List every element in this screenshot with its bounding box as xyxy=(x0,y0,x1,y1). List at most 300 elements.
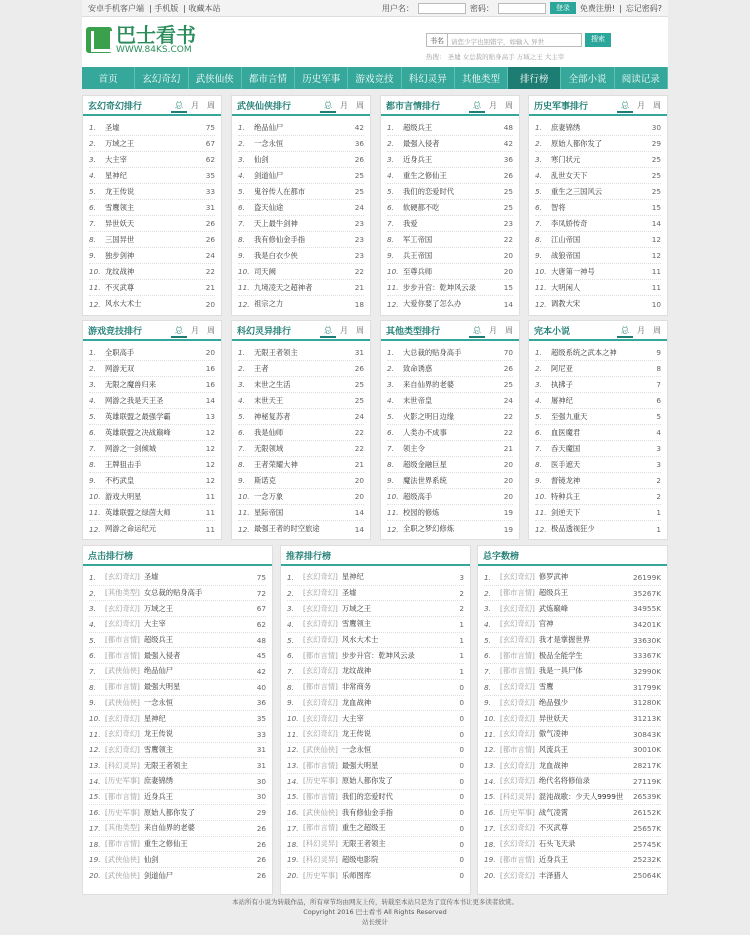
rank-row[interactable] xyxy=(89,152,215,168)
wide-rank-row[interactable] xyxy=(89,821,266,837)
book-title[interactable]: 一念永恒 xyxy=(254,138,284,148)
book-title[interactable]: 网游无双 xyxy=(105,363,135,373)
rank-row[interactable] xyxy=(387,120,513,136)
wide-rank-row[interactable] xyxy=(89,805,266,821)
book-title[interactable]: 天上最牛剑神 xyxy=(254,218,298,228)
book-title[interactable]: 超级兵王 xyxy=(538,588,569,598)
book-title[interactable]: 李凤娇传奇 xyxy=(551,218,588,228)
rank-row[interactable] xyxy=(535,232,661,248)
book-title[interactable]: 三国异世 xyxy=(105,234,135,244)
book-title[interactable]: 绝品仙尸 xyxy=(254,122,284,132)
book-title[interactable]: 寒门状元 xyxy=(551,154,581,164)
book-title[interactable]: 英雄联盟之最强学霸 xyxy=(105,411,171,421)
book-title[interactable]: 修罗武神 xyxy=(538,572,569,582)
wide-rank-row[interactable] xyxy=(89,758,266,774)
rank-row[interactable] xyxy=(238,216,364,232)
rank-row[interactable] xyxy=(387,264,513,280)
book-title[interactable]: 超级金融巨星 xyxy=(403,459,447,469)
nav-item[interactable]: 历史军事 xyxy=(295,67,348,89)
wide-rank-row[interactable] xyxy=(484,758,661,774)
book-title[interactable]: 星际帝国 xyxy=(254,507,284,517)
rank-row[interactable] xyxy=(238,345,364,361)
wide-rank-row[interactable] xyxy=(287,805,464,821)
rank-tab[interactable]: 月 xyxy=(489,326,497,335)
book-title[interactable]: 绝品强少 xyxy=(538,697,569,707)
wide-rank-row[interactable] xyxy=(287,633,464,649)
rank-row[interactable] xyxy=(238,248,364,264)
book-title[interactable]: 剑道仙尸 xyxy=(143,870,174,880)
rank-row[interactable] xyxy=(89,409,215,425)
book-title[interactable]: 大唐第一神号 xyxy=(551,266,595,276)
rank-tab[interactable]: 总 xyxy=(617,325,633,338)
rank-row[interactable] xyxy=(238,184,364,200)
book-title[interactable]: 超级兵王 xyxy=(143,635,174,645)
book-title[interactable]: 龙血战神 xyxy=(341,697,372,707)
rank-row[interactable] xyxy=(89,473,215,489)
book-title[interactable]: 龙王传说 xyxy=(105,186,135,196)
wide-rank-row[interactable] xyxy=(484,696,661,712)
nav-item[interactable]: 其他类型 xyxy=(455,67,508,89)
book-title[interactable]: 龙王传说 xyxy=(143,729,174,739)
book-title[interactable]: 我是白衣少侠 xyxy=(254,250,298,260)
rank-row[interactable] xyxy=(535,184,661,200)
book-title[interactable]: 龙纹战神 xyxy=(341,666,372,676)
book-title[interactable]: 剑逆天下 xyxy=(551,507,581,517)
rank-row[interactable] xyxy=(535,377,661,393)
book-title[interactable]: 最强大明星 xyxy=(143,682,181,692)
book-title[interactable]: 网游之一剑倾城 xyxy=(105,443,157,453)
wide-rank-row[interactable] xyxy=(287,696,464,712)
rank-tab[interactable]: 周 xyxy=(207,326,215,335)
book-title[interactable]: 王者荣耀大神 xyxy=(254,459,298,469)
book-title[interactable]: 阿尼亚 xyxy=(551,363,573,373)
rank-row[interactable] xyxy=(535,505,661,521)
book-title[interactable]: 超级系统之武本之神 xyxy=(551,347,617,357)
search-type-select[interactable]: 书名 xyxy=(426,33,448,47)
book-title[interactable]: 司天阙 xyxy=(254,266,276,276)
wide-rank-row[interactable] xyxy=(89,727,266,743)
book-title[interactable]: 不灭武尊 xyxy=(538,823,569,833)
wide-rank-row[interactable] xyxy=(89,774,266,790)
rank-tab[interactable]: 周 xyxy=(356,101,364,110)
rank-row[interactable] xyxy=(238,393,364,409)
rank-row[interactable] xyxy=(238,296,364,312)
rank-row[interactable] xyxy=(387,489,513,505)
rank-row[interactable] xyxy=(89,441,215,457)
search-input[interactable]: 请您少字也别错字，如输入 异世 xyxy=(448,33,582,47)
book-title[interactable]: 绝代名将修仙录 xyxy=(538,776,590,786)
wide-rank-row[interactable] xyxy=(89,868,266,884)
book-title[interactable]: 我们的恋爱时代 xyxy=(403,186,455,196)
book-title[interactable]: 不灭武尊 xyxy=(105,282,135,292)
book-title[interactable]: 大总裁的贴身高手 xyxy=(403,347,462,357)
book-title[interactable]: 医手遮天 xyxy=(551,459,581,469)
book-title[interactable]: 大爱你要了怎么办 xyxy=(403,299,462,308)
wide-rank-row[interactable] xyxy=(287,570,464,586)
book-title[interactable]: 我爱 xyxy=(403,218,418,228)
book-title[interactable]: 重生之修仙王 xyxy=(403,170,447,180)
wide-rank-row[interactable] xyxy=(287,743,464,759)
book-title[interactable]: 庶妻锦绣 xyxy=(551,122,581,132)
book-title[interactable]: 末世天王 xyxy=(254,395,284,405)
rank-row[interactable] xyxy=(387,216,513,232)
wide-rank-row[interactable] xyxy=(484,821,661,837)
wide-rank-row[interactable] xyxy=(484,664,661,680)
rank-tab[interactable]: 总 xyxy=(617,100,633,113)
book-title[interactable]: 乐师图库 xyxy=(341,870,372,880)
book-title[interactable]: 无限王者领主 xyxy=(341,839,386,849)
book-title[interactable]: 人类办不成事 xyxy=(403,427,447,437)
rank-tab[interactable]: 总 xyxy=(320,100,336,113)
book-title[interactable]: 庶妻锦绣 xyxy=(143,776,174,786)
rank-row[interactable] xyxy=(238,264,364,280)
book-title[interactable]: 我有修仙金手指 xyxy=(254,234,306,244)
book-title[interactable]: 步步升官：乾坤风云录 xyxy=(403,282,476,292)
wide-rank-row[interactable] xyxy=(89,633,266,649)
rank-tab[interactable]: 周 xyxy=(356,326,364,335)
username-input[interactable] xyxy=(418,3,466,14)
rank-row[interactable] xyxy=(535,200,661,216)
book-title[interactable]: 神秘复苏者 xyxy=(254,411,291,421)
book-title[interactable]: 我是仙师 xyxy=(254,427,284,437)
book-title[interactable]: 大主宰 xyxy=(341,713,364,723)
book-title[interactable]: 龙血战神 xyxy=(538,760,569,770)
rank-row[interactable] xyxy=(387,152,513,168)
book-title[interactable]: 近身兵王 xyxy=(538,854,569,864)
rank-tab[interactable]: 周 xyxy=(653,326,661,335)
book-title[interactable]: 非常商务 xyxy=(341,682,372,692)
wide-rank-row[interactable] xyxy=(89,837,266,853)
wide-rank-row[interactable] xyxy=(484,601,661,617)
wide-rank-row[interactable] xyxy=(484,633,661,649)
wide-rank-row[interactable] xyxy=(89,790,266,806)
book-title[interactable]: 女总裁的贴身高手 xyxy=(143,588,203,598)
book-title[interactable]: 网游之命运纪元 xyxy=(105,524,157,533)
book-title[interactable]: 绝品仙尸 xyxy=(143,666,174,676)
wide-rank-row[interactable] xyxy=(484,774,661,790)
rank-tab[interactable]: 周 xyxy=(653,101,661,110)
rank-tab[interactable]: 月 xyxy=(637,326,645,335)
book-title[interactable]: 万域之王 xyxy=(341,603,372,613)
rank-tab[interactable]: 总 xyxy=(171,100,187,113)
rank-row[interactable] xyxy=(535,473,661,489)
book-title[interactable]: 江山帝国 xyxy=(551,234,581,244)
book-title[interactable]: 魔法世界系统 xyxy=(403,475,447,485)
rank-row[interactable] xyxy=(535,425,661,441)
book-title[interactable]: 雪鹰领主 xyxy=(143,744,174,754)
rank-row[interactable] xyxy=(238,136,364,152)
book-title[interactable]: 原始人都你发了 xyxy=(551,138,603,148)
book-title[interactable]: 大明闲人 xyxy=(551,282,581,292)
book-title[interactable]: 龙纹战神 xyxy=(105,266,135,276)
book-title[interactable]: 重生之超级王 xyxy=(341,823,386,833)
rank-row[interactable] xyxy=(535,345,661,361)
rank-row[interactable] xyxy=(89,457,215,473)
book-title[interactable]: 一念永恒 xyxy=(341,744,372,754)
wide-rank-row[interactable] xyxy=(89,648,266,664)
rank-tab[interactable]: 月 xyxy=(489,101,497,110)
rank-row[interactable] xyxy=(535,136,661,152)
book-title[interactable]: 无限王者领主 xyxy=(254,347,298,357)
wide-rank-row[interactable] xyxy=(484,680,661,696)
book-title[interactable]: 英雄联盟之绿茵大师 xyxy=(105,507,171,517)
rank-row[interactable] xyxy=(89,232,215,248)
book-title[interactable]: 军工帝国 xyxy=(403,234,433,244)
book-title[interactable]: 雪鹰领主 xyxy=(341,619,372,629)
wide-rank-row[interactable] xyxy=(484,648,661,664)
book-title[interactable]: 星神纪 xyxy=(105,170,127,180)
rank-row[interactable] xyxy=(387,393,513,409)
book-title[interactable]: 独步剑神 xyxy=(105,250,135,260)
rank-row[interactable] xyxy=(387,361,513,377)
book-title[interactable]: 不朽武皇 xyxy=(105,475,135,485)
wide-rank-row[interactable] xyxy=(89,601,266,617)
rank-row[interactable] xyxy=(535,152,661,168)
nav-item[interactable]: 排行榜 xyxy=(508,67,561,89)
rank-tab[interactable]: 月 xyxy=(637,101,645,110)
book-title[interactable]: 一念永恒 xyxy=(143,697,174,707)
book-title[interactable]: 盗天仙途 xyxy=(254,202,284,212)
book-title[interactable]: 星神纪 xyxy=(341,572,364,582)
book-title[interactable]: 雪鹰 xyxy=(538,682,554,692)
wide-rank-row[interactable] xyxy=(287,868,464,884)
book-title[interactable]: 星神纪 xyxy=(143,713,166,723)
rank-row[interactable] xyxy=(387,441,513,457)
app-link[interactable]: 安卓手机客户端 xyxy=(88,3,144,13)
book-title[interactable]: 原始人都你发了 xyxy=(143,807,195,817)
book-title[interactable]: 无限领域 xyxy=(254,443,284,453)
mobile-link[interactable]: 手机版 xyxy=(154,3,179,13)
rank-row[interactable] xyxy=(387,457,513,473)
book-title[interactable]: 全职高手 xyxy=(105,347,135,357)
rank-row[interactable] xyxy=(89,425,215,441)
rank-row[interactable] xyxy=(535,361,661,377)
wide-rank-row[interactable] xyxy=(287,821,464,837)
rank-row[interactable] xyxy=(535,120,661,136)
rank-row[interactable] xyxy=(89,393,215,409)
book-title[interactable]: 步步升官：乾坤风云录 xyxy=(341,650,415,660)
rank-row[interactable] xyxy=(238,200,364,216)
book-title[interactable]: 领主令 xyxy=(403,443,425,453)
book-title[interactable]: 龙王传说 xyxy=(341,729,372,739)
book-title[interactable]: 我是一具尸体 xyxy=(538,666,583,676)
book-title[interactable]: 大主宰 xyxy=(143,619,166,629)
book-title[interactable]: 来自仙界的老婆 xyxy=(143,823,195,833)
wide-rank-row[interactable] xyxy=(484,586,661,602)
rank-tab[interactable]: 月 xyxy=(191,326,199,335)
book-title[interactable]: 无限之魔兽归来 xyxy=(105,379,157,389)
wide-rank-row[interactable] xyxy=(484,805,661,821)
book-title[interactable]: 近身兵王 xyxy=(143,791,174,801)
book-title[interactable]: 圣墟 xyxy=(341,588,357,598)
nav-item[interactable]: 都市言情 xyxy=(242,67,295,89)
book-title[interactable]: 九境凌天之超神者 xyxy=(254,282,313,292)
rank-row[interactable] xyxy=(238,377,364,393)
book-title[interactable]: 超级电影院 xyxy=(341,854,379,864)
book-title[interactable]: 风水大术士 xyxy=(105,299,142,308)
book-title[interactable]: 我有修仙金手指 xyxy=(341,807,393,817)
rank-row[interactable] xyxy=(238,489,364,505)
rank-row[interactable] xyxy=(238,425,364,441)
book-title[interactable]: 异世妖天 xyxy=(538,713,569,723)
book-title[interactable]: 混沌战歌：少天人9999世 xyxy=(538,791,624,801)
rank-row[interactable] xyxy=(238,280,364,296)
rank-row[interactable] xyxy=(535,489,661,505)
book-title[interactable]: 游戏大明星 xyxy=(105,491,142,501)
rank-row[interactable] xyxy=(535,280,661,296)
book-title[interactable]: 乱世女天下 xyxy=(551,170,588,180)
rank-row[interactable] xyxy=(535,409,661,425)
rank-row[interactable] xyxy=(387,232,513,248)
wide-rank-row[interactable] xyxy=(287,790,464,806)
book-title[interactable]: 最强大明星 xyxy=(341,760,379,770)
wide-rank-row[interactable] xyxy=(89,570,266,586)
forgot-link[interactable]: 忘记密码? xyxy=(625,3,662,13)
wide-rank-row[interactable] xyxy=(484,570,661,586)
wide-rank-row[interactable] xyxy=(287,586,464,602)
wide-rank-row[interactable] xyxy=(89,711,266,727)
rank-row[interactable] xyxy=(89,216,215,232)
wide-rank-row[interactable] xyxy=(484,617,661,633)
book-title[interactable]: 雪鹰领主 xyxy=(105,202,135,212)
rank-row[interactable] xyxy=(535,296,661,312)
book-title[interactable]: 血医魔君 xyxy=(551,427,581,437)
book-title[interactable]: 石头飞天录 xyxy=(538,839,576,849)
book-title[interactable]: 执拂子 xyxy=(551,379,573,389)
book-title[interactable]: 极品透视狂少 xyxy=(551,524,595,533)
rank-tab[interactable]: 总 xyxy=(171,325,187,338)
book-title[interactable]: 战狼帝国 xyxy=(551,250,581,260)
book-title[interactable]: 校园的修炼 xyxy=(403,507,440,517)
rank-tab[interactable]: 月 xyxy=(340,326,348,335)
nav-item[interactable]: 游戏竞技 xyxy=(348,67,401,89)
rank-row[interactable] xyxy=(238,409,364,425)
wide-rank-row[interactable] xyxy=(484,868,661,884)
rank-row[interactable] xyxy=(89,361,215,377)
rank-row[interactable] xyxy=(89,136,215,152)
book-title[interactable]: 战气凌霄 xyxy=(538,807,569,817)
nav-item[interactable]: 阅读记录 xyxy=(615,67,668,89)
book-title[interactable]: 风水大术士 xyxy=(341,635,379,645)
login-button[interactable]: 登录 xyxy=(550,2,576,14)
wide-rank-row[interactable] xyxy=(89,743,266,759)
nav-item[interactable]: 武侠仙侠 xyxy=(189,67,242,89)
book-title[interactable]: 仙剑 xyxy=(254,154,269,164)
rank-row[interactable] xyxy=(535,441,661,457)
book-title[interactable]: 圣墟 xyxy=(105,122,120,132)
register-link[interactable]: 免费注册! xyxy=(579,3,616,13)
rank-row[interactable] xyxy=(238,168,364,184)
rank-tab[interactable]: 总 xyxy=(320,325,336,338)
book-title[interactable]: 全职之梦幻修炼 xyxy=(403,524,455,533)
rank-row[interactable] xyxy=(89,248,215,264)
book-title[interactable]: 万域之王 xyxy=(143,603,174,613)
book-title[interactable]: 软硬都不吃 xyxy=(403,202,440,212)
rank-tab[interactable]: 月 xyxy=(340,101,348,110)
rank-row[interactable] xyxy=(238,441,364,457)
wide-rank-row[interactable] xyxy=(89,617,266,633)
book-title[interactable]: 官神 xyxy=(538,619,554,629)
rank-row[interactable] xyxy=(238,505,364,521)
rank-row[interactable] xyxy=(89,345,215,361)
footer-stats-link[interactable]: 站长统计 xyxy=(362,918,388,926)
nav-item[interactable]: 首页 xyxy=(82,67,135,89)
rank-row[interactable] xyxy=(387,248,513,264)
rank-row[interactable] xyxy=(535,457,661,473)
book-title[interactable]: 我们的恋爱时代 xyxy=(341,791,393,801)
book-title[interactable]: 吞天魔国 xyxy=(551,443,581,453)
rank-row[interactable] xyxy=(535,264,661,280)
book-title[interactable]: 至强九重天 xyxy=(551,411,588,421)
book-title[interactable]: 致命诱惑 xyxy=(403,363,433,373)
wide-rank-row[interactable] xyxy=(287,680,464,696)
rank-row[interactable] xyxy=(535,248,661,264)
rank-tab[interactable]: 月 xyxy=(191,101,199,110)
wide-rank-row[interactable] xyxy=(287,837,464,853)
book-title[interactable]: 万域之王 xyxy=(105,138,135,148)
book-title[interactable]: 督镜龙神 xyxy=(551,475,581,485)
bookmark-link[interactable]: 收藏本站 xyxy=(188,3,221,13)
rank-row[interactable] xyxy=(387,296,513,312)
book-title[interactable]: 英雄联盟之决战巅峰 xyxy=(105,427,171,437)
wide-rank-row[interactable] xyxy=(287,758,464,774)
rank-row[interactable] xyxy=(89,264,215,280)
rank-row[interactable] xyxy=(238,152,364,168)
book-title[interactable]: 斯诺克 xyxy=(254,475,276,485)
rank-row[interactable] xyxy=(89,521,215,537)
nav-item[interactable]: 玄幻奇幻 xyxy=(135,67,188,89)
rank-row[interactable] xyxy=(535,393,661,409)
rank-row[interactable] xyxy=(89,489,215,505)
rank-tab[interactable]: 周 xyxy=(505,326,513,335)
rank-row[interactable] xyxy=(238,120,364,136)
rank-row[interactable] xyxy=(89,296,215,312)
logo[interactable] xyxy=(86,25,196,55)
book-title[interactable]: 我才是掌握世界 xyxy=(538,635,590,645)
book-title[interactable]: 王者 xyxy=(254,363,269,373)
book-title[interactable]: 最强入侵者 xyxy=(403,138,440,148)
rank-row[interactable] xyxy=(89,120,215,136)
rank-row[interactable] xyxy=(238,361,364,377)
book-title[interactable]: 最强入侵者 xyxy=(143,650,181,660)
book-title[interactable]: 超级高手 xyxy=(403,491,433,501)
rank-tab[interactable]: 周 xyxy=(207,101,215,110)
book-title[interactable]: 傲气凌神 xyxy=(538,729,569,739)
book-title[interactable]: 最强王者的时空旅途 xyxy=(254,524,320,533)
search-button[interactable]: 搜索 xyxy=(585,33,611,47)
book-title[interactable]: 无限王者领主 xyxy=(143,760,188,770)
rank-row[interactable] xyxy=(387,168,513,184)
book-title[interactable]: 祖宗之力 xyxy=(254,299,284,308)
wide-rank-row[interactable] xyxy=(89,680,266,696)
wide-rank-row[interactable] xyxy=(287,664,464,680)
wide-rank-row[interactable] xyxy=(484,837,661,853)
wide-rank-row[interactable] xyxy=(89,664,266,680)
book-title[interactable]: 网游之我是天王圣 xyxy=(105,395,164,405)
wide-rank-row[interactable] xyxy=(287,711,464,727)
password-input[interactable] xyxy=(498,3,546,14)
rank-row[interactable] xyxy=(387,200,513,216)
wide-rank-row[interactable] xyxy=(287,601,464,617)
rank-row[interactable] xyxy=(387,345,513,361)
wide-rank-row[interactable] xyxy=(484,790,661,806)
book-title[interactable]: 调教大宋 xyxy=(551,299,581,308)
rank-row[interactable] xyxy=(238,473,364,489)
rank-row[interactable] xyxy=(89,168,215,184)
rank-tab[interactable]: 总 xyxy=(469,325,485,338)
book-title[interactable]: 一念万象 xyxy=(254,491,284,501)
wide-rank-row[interactable] xyxy=(484,743,661,759)
